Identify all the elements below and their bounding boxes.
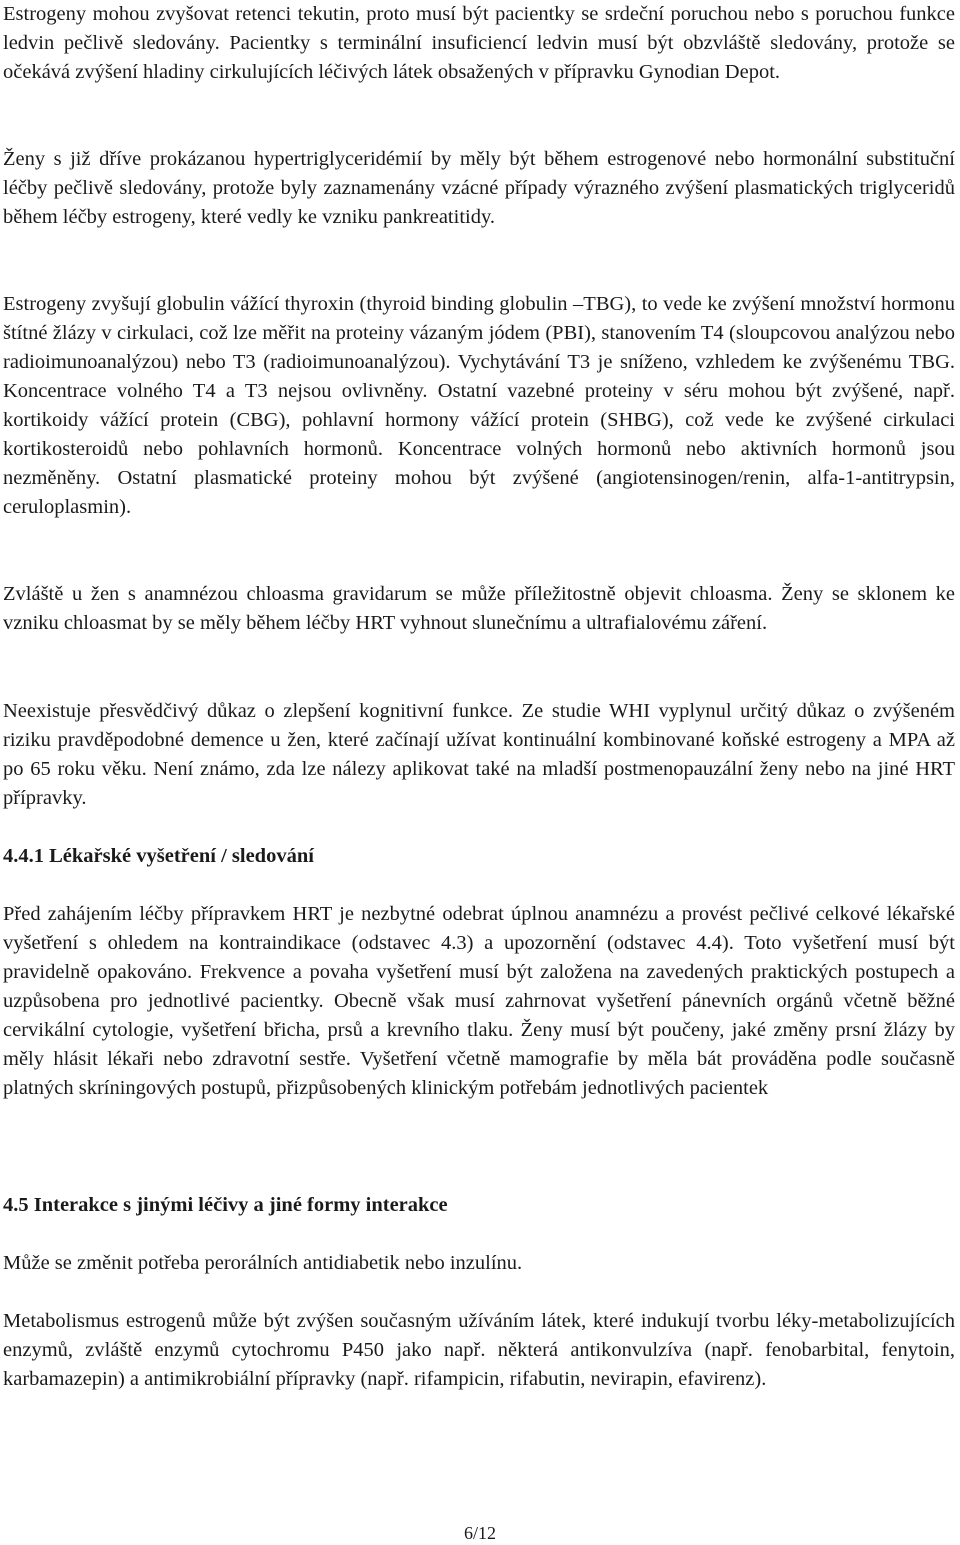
paragraph-cognitive-function: Neexistuje přesvědčivý důkaz o zlepšení kognitivní funkce. Ze studie WHI vyplynul určitý důkaz o zvýšeném riziku pravděpodobné demence u žen, které začínají užívat kontinuální kombinované koňské estrogeny a MPA až po 65 roku věku. Není známo, zda lze nálezy aplikovat také na mladší postmenopauzální ženy nebo na jiné HRT přípravky.: [3, 700, 955, 809]
paragraph-medical-examination: Před zahájením léčby přípravkem HRT je nezbytné odebrat úplnou anamnézu a provést pečlivé celkové lékařské vyšetření s ohledem na kontraindikace (odstavec 4.3) a upozornění (odstavec 4.4). Toto vyšetření musí být pravidelně opakováno. Frekvence a povaha vyšetření musí být založena na zavedených praktických postupech a uzpůsobena pro jednotlivé pacientky. Obecně však musí zahrnovat vyšetření pánevních orgánů včetně běžné cervikální cytologie, vyšetření břicha, prsů a krevního tlaku. Ženy musí být poučeny, jaké změny prsní žlázy by měly hlásit lékaři nebo zdravotní sestře. Vyšetření včetně mamografie by měla bát prováděna podle současně platných skríningových postupů, přizpůsobených klinickým potřebám jednotlivých pacientek: [3, 903, 955, 1099]
paragraph-chloasma: Zvláště u žen s anamnézou chloasma gravidarum se může příležitostně objevit chloasma. Ženy se sklonem ke vzniku chloasmat by se měly během léčby HRT vyhnout slunečnímu a ultrafialovému záření.: [3, 583, 955, 634]
paragraph-thyroxin-binding: Estrogeny zvyšují globulin vážící thyroxin (thyroid binding globulin –TBG), to vede ke zvýšení množství hormonu štítné žlázy v cirkulaci, což lze měřit na proteiny vázaným jódem (PBI), stanovením T4 (sloupcovou analýzou nebo radioimunoanalýzou) nebo T3 (radioimunoanalýzou). Vychytávání T3 je sníženo, vzhledem ke zvýšenému TBG. Koncentrace volného T4 a T3 nejsou ovlivněny. Ostatní vazebné proteiny v séru mohou být zvýšené, např. kortikoidy vážící protein (CBG), pohlavní hormony vážící protein (SHBG), což vede ke zvýšené cirkulaci kortikosteroidů nebo pohlavních hormonů. Koncentrace volných hormonů nebo aktivních hormonů jsou nezměněny. Ostatní plasmatické proteiny mohou být zvýšené (angiotensinogen/renin, alfa-1-antitrypsin, ceruloplasmin).: [3, 293, 955, 518]
paragraph-estrogen-metabolism: Metabolismus estrogenů může být zvýšen současným užíváním látek, které indukují tvorbu léky-metabolizujících enzymů, zvláště enzymů cytochromu P450 jako např. některá antikonvulzíva (např. fenobarbital, fenytoin, karbamazepin) a antimikrobiální přípravky (např. rifampicin, rifabutin, nevirapin, efavirenz).: [3, 1310, 955, 1390]
section-heading-4-4-1: 4.4.1 Lékařské vyšetření / sledování: [3, 845, 314, 867]
paragraph-hypertriglyceridemia: Ženy s již dříve prokázanou hypertriglyceridémií by měly být během estrogenové nebo hormonální substituční léčby pečlivě sledovány, protože byly zaznamenány vzácné případy výrazného zvýšení plasmatických triglyceridů během léčby estrogeny, které vedly ke vzniku pankreatitidy.: [3, 148, 955, 228]
section-heading-4-5: 4.5 Interakce s jinými léčivy a jiné formy interakce: [3, 1194, 448, 1216]
paragraph-fluid-retention: Estrogeny mohou zvyšovat retenci tekutin, proto musí být pacientky se srdeční poruchou nebo s poruchou funkce ledvin pečlivě sledovány. Pacientky s terminální insuficiencí ledvin musí být obzvláště sledovány, protože se očekává zvýšení hladiny cirkulujících léčivých látek obsažených v přípravku Gynodian Depot.: [3, 3, 955, 83]
paragraph-antidiabetics: Může se změnit potřeba perorálních antidiabetik nebo inzulínu.: [3, 1252, 523, 1274]
page-number: 6/12: [463, 1523, 496, 1543]
